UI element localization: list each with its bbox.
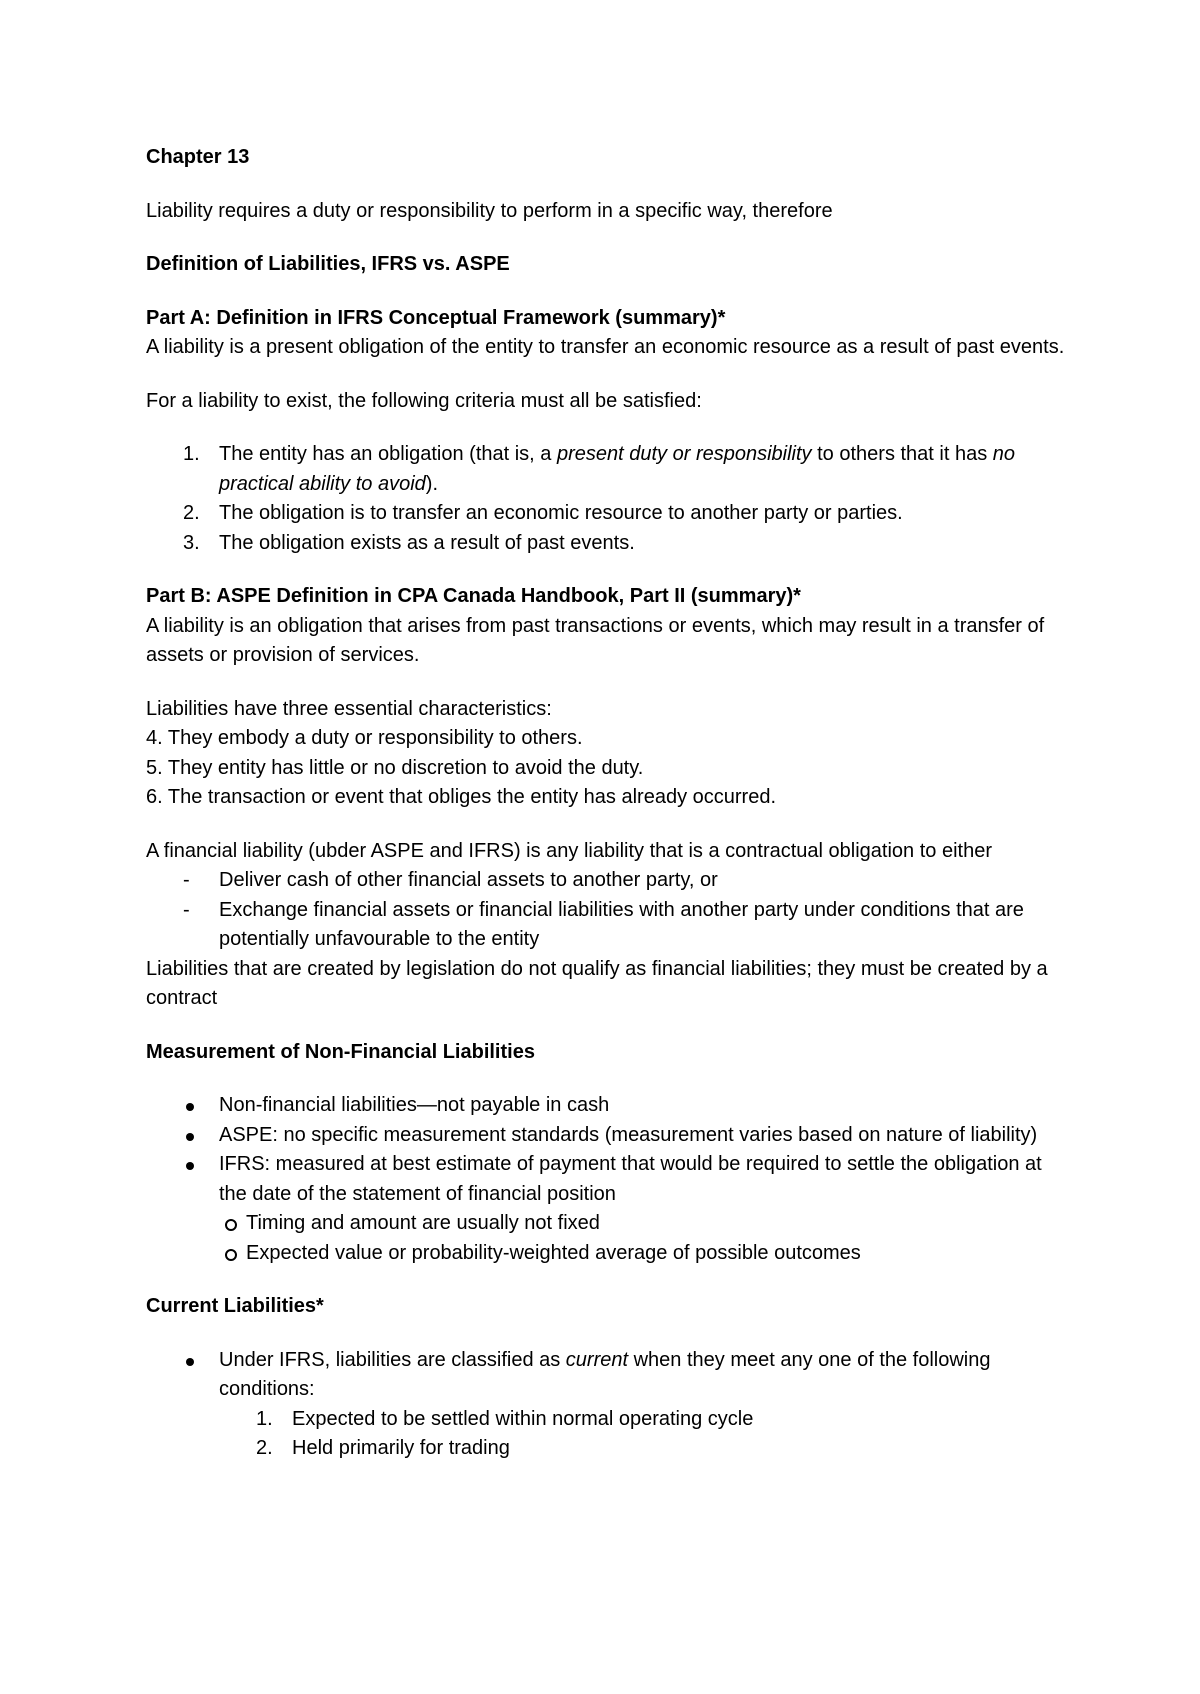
list-item: ASPE: no specific measurement standards (measurement varies based on nature of liability) — [146, 1121, 1066, 1151]
list-item: 2. Held primarily for trading — [146, 1434, 1066, 1464]
characteristic-6: 6. The transaction or event that obliges the entity has already occurred. — [146, 786, 776, 808]
measurement-heading: Measurement of Non-Financial Liabilities — [146, 1040, 535, 1063]
list-item: 1. Expected to be settled within normal operating cycle — [146, 1405, 1066, 1435]
part-b-heading: Part B: ASPE Definition in CPA Canada Handbook, Part II (summary)* — [146, 585, 801, 607]
characteristics-intro: Liabilities have three essential characteristics: — [146, 697, 552, 720]
list-marker: 1. — [256, 1407, 273, 1430]
current-liabilities-heading: Current Liabilities* — [146, 1295, 324, 1317]
bullet-icon — [186, 1358, 194, 1366]
document-body — [146, 143, 1066, 1464]
list-item: 3. The obligation exists as a result of past events. — [146, 529, 1066, 559]
list-item: IFRS: measured at best estimate of payment that would be required to settle the obligation at the date of the statement of financial position — [146, 1150, 1066, 1209]
part-a-definition: A liability is a present obligation of the entity to transfer an economic resource as a result of past events. — [146, 336, 1065, 358]
bullet-icon — [186, 1162, 194, 1170]
measurement-list — [146, 1091, 1066, 1268]
list-item: 1. The entity has an obligation (that is, a present duty or responsibility to others that it has no practical ability to avoid). — [146, 440, 1066, 499]
hollow-bullet-icon — [225, 1219, 237, 1231]
chapter-title: Chapter 13 — [146, 146, 250, 168]
criteria-list — [146, 440, 1066, 558]
legislation-note: Liabilities that are created by legislation do not qualify as financial liabilities; they must be created by a contract — [146, 957, 1048, 1009]
part-b-definition: A liability is an obligation that arises from past transactions or events, which may result in a transfer of assets or provision of services. — [146, 614, 1045, 666]
bullet-icon — [186, 1103, 194, 1111]
characteristic-4: 4. They embody a duty or responsibility to others. — [146, 727, 583, 749]
list-marker: 3. — [183, 531, 200, 554]
hollow-bullet-icon — [225, 1249, 237, 1261]
definition-heading: Definition of Liabilities, IFRS vs. ASPE — [146, 253, 510, 275]
sub-list-item: Timing and amount are usually not fixed — [146, 1209, 1066, 1239]
list-item: Non-financial liabilities—not payable in cash — [146, 1091, 1066, 1121]
list-item: 2. The obligation is to transfer an economic resource to another party or parties. — [146, 499, 1066, 529]
financial-liability-intro: A financial liability (ubder ASPE and IFRS) is any liability that is a contractual obligation to either — [146, 839, 992, 862]
list-item: Under IFRS, liabilities are classified as current when they meet any one of the following conditions: — [146, 1346, 1066, 1405]
list-marker: 2. — [256, 1437, 273, 1459]
list-marker: 2. — [183, 502, 200, 524]
part-a-heading: Part A: Definition in IFRS Conceptual Framework (summary)* — [146, 306, 726, 329]
criteria-intro: For a liability to exist, the following criteria must all be satisfied: — [146, 389, 702, 412]
dash-marker: - — [183, 898, 190, 921]
bullet-icon — [186, 1133, 194, 1141]
list-item: - Exchange financial assets or financial liabilities with another party under conditions that are potentially unfavourable to the entity — [146, 896, 1066, 955]
intro-paragraph: Liability requires a duty or responsibility to perform in a specific way, therefore — [146, 199, 833, 222]
dash-marker: - — [183, 869, 190, 891]
current-list — [146, 1346, 1066, 1464]
characteristic-5: 5. They entity has little or no discretion to avoid the duty. — [146, 756, 644, 779]
list-marker: 1. — [183, 443, 200, 465]
sub-list-item: Expected value or probability-weighted average of possible outcomes — [146, 1239, 1066, 1269]
list-item: - Deliver cash of other financial assets to another party, or — [146, 866, 1066, 896]
